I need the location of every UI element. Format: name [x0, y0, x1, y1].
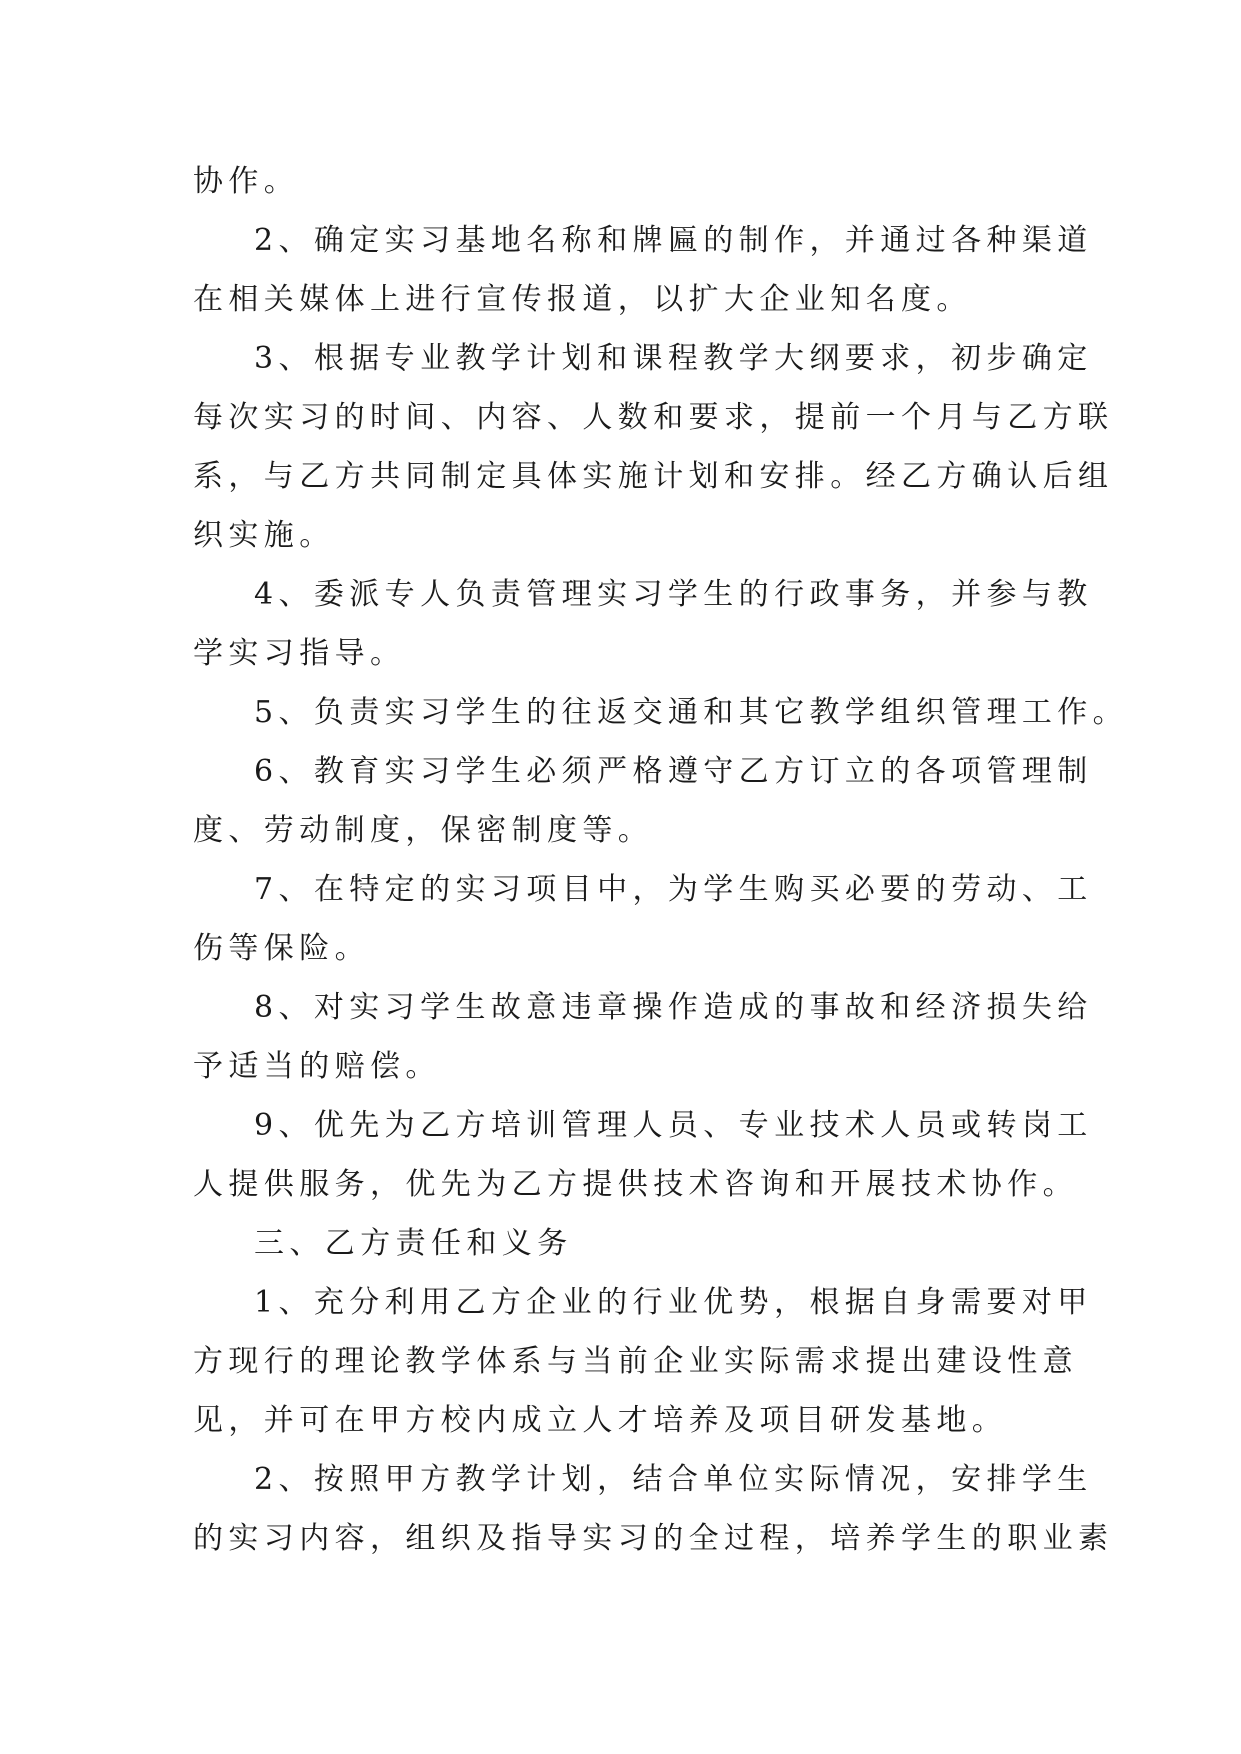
text-line: 每次实习的时间、内容、人数和要求，提前一个月与乙方联 [193, 400, 1114, 435]
text-line: 的实习内容，组织及指导实习的全过程，培养学生的职业素 [193, 1521, 1114, 1556]
paragraph-line: 3、根据专业教学计划和课程教学大纲要求，初步确定 [254, 341, 1093, 376]
paragraph-line: 9、优先为乙方培训管理人员、专业技术人员或转岗工 [254, 1108, 1093, 1143]
paragraph-line: 2、按照甲方教学计划，结合单位实际情况，安排学生 [254, 1462, 1093, 1497]
text-line: 予适当的赔偿。 [193, 1049, 441, 1084]
paragraph-line: 1、充分利用乙方企业的行业优势，根据自身需要对甲 [254, 1285, 1093, 1320]
text-line: 协作。 [193, 164, 300, 199]
paragraph-line: 5、负责实习学生的往返交通和其它教学组织管理工作。 [254, 695, 1129, 730]
text-line: 系，与乙方共同制定具体实施计划和安排。经乙方确认后组 [193, 459, 1114, 494]
text-line: 伤等保险。 [193, 931, 370, 966]
text-line: 见，并可在甲方校内成立人才培养及项目研发基地。 [193, 1403, 1008, 1438]
paragraph-line: 6、教育实习学生必须严格遵守乙方订立的各项管理制 [254, 754, 1093, 789]
paragraph-line: 2、确定实习基地名称和牌匾的制作，并通过各种渠道 [254, 223, 1093, 258]
section-heading: 三、乙方责任和义务 [254, 1226, 573, 1261]
paragraph-line: 8、对实习学生故意违章操作造成的事故和经济损失给 [254, 990, 1093, 1025]
text-line: 在相关媒体上进行宣传报道，以扩大企业知名度。 [193, 282, 972, 317]
text-line: 度、劳动制度，保密制度等。 [193, 813, 654, 848]
text-line: 学实习指导。 [193, 636, 406, 671]
text-line: 方现行的理论教学体系与当前企业实际需求提出建设性意 [193, 1344, 1078, 1379]
text-line: 人提供服务，优先为乙方提供技术咨询和开展技术协作。 [193, 1167, 1078, 1202]
paragraph-line: 4、委派专人负责管理实习学生的行政事务，并参与教 [254, 577, 1093, 612]
paragraph-line: 7、在特定的实习项目中，为学生购买必要的劳动、工 [254, 872, 1093, 907]
text-line: 织实施。 [193, 518, 335, 553]
